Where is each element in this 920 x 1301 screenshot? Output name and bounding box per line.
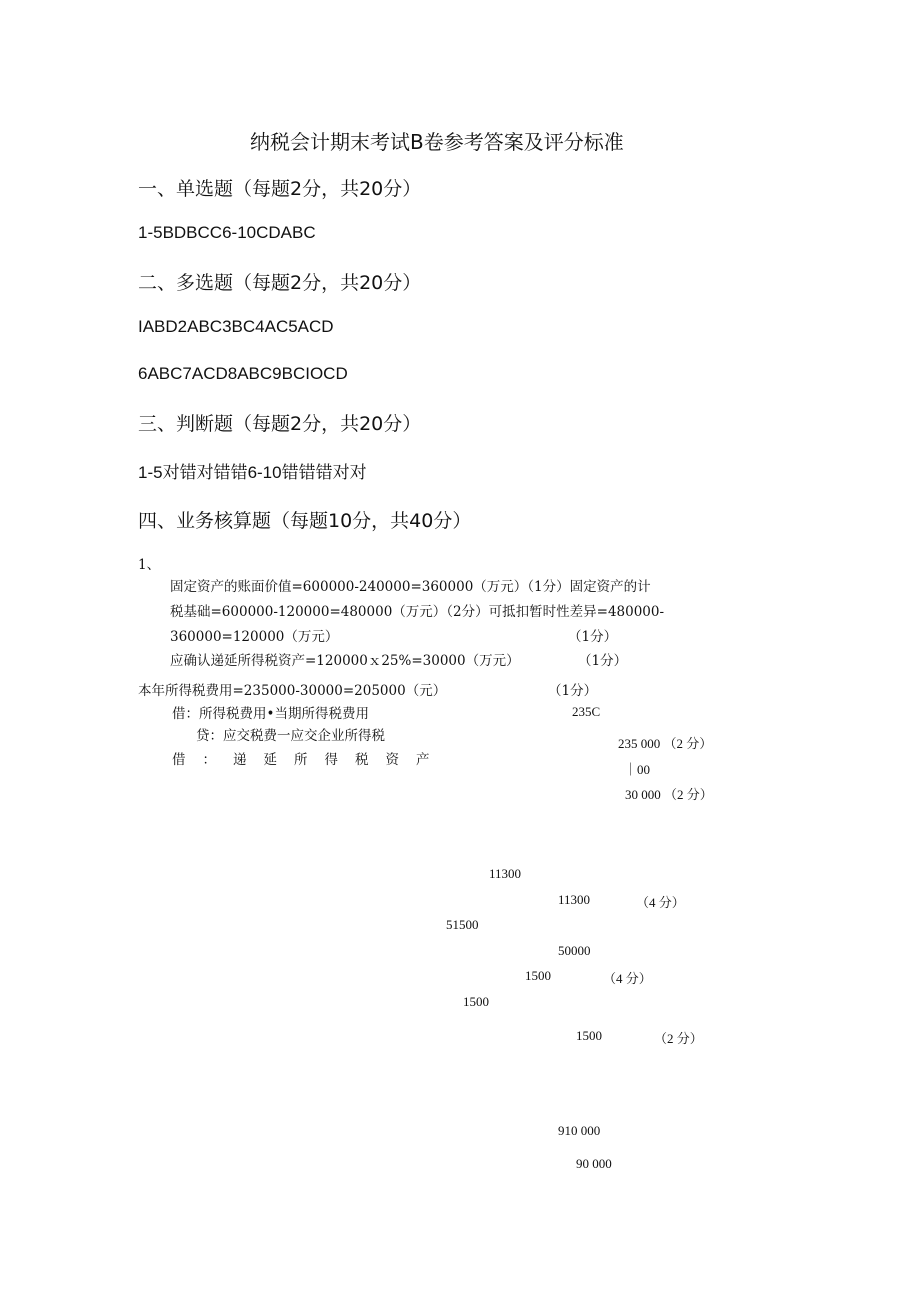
true-false-answers: 1-5对错对错错6-10错错错对对 (138, 463, 367, 482)
calc-line-5-score: （1分） (548, 683, 598, 699)
amount-value: 910 000 (558, 1123, 601, 1138)
score-label: （2 分） (654, 1031, 703, 1046)
journal-debit-1: 借：所得税费用•当期所得税费用 (172, 706, 369, 722)
amount-value: 1500 (576, 1028, 602, 1043)
calc-line-5: 本年所得税费用=235000-30000=205000（元） (138, 683, 447, 699)
multi-choice-answers-1: IABD2ABC3BC4AC5ACD (138, 317, 334, 336)
journal-credit-1-amount: 235 000 （2 分） (618, 736, 713, 751)
section-heading-true-false: 三、判断题（每题2分，共20分） (138, 413, 422, 435)
amount-value: 11300 (558, 892, 591, 907)
amount-value: 51500 (446, 917, 479, 932)
calc-line-2: 税基础=600000-120000=480000（万元）（2分）可抵扣暂时性差异=480000- (170, 604, 665, 620)
amount-value: 50000 (558, 943, 591, 958)
calc-line-3-score: （1分） (568, 629, 618, 645)
journal-credit-1: 贷：应交税费一应交企业所得税 (196, 728, 385, 744)
amount-value: 1500 (463, 994, 489, 1009)
calc-line-3: 360000=120000（万元） (170, 629, 339, 645)
multi-choice-answers-2: 6ABC7ACD8ABC9BCIOCD (138, 364, 348, 383)
calc-line-4: 应确认递延所得税资产=120000ｘ25%=30000（万元） (170, 653, 520, 669)
question-number: 1、 (138, 557, 161, 573)
journal-credit-2-amount: 30 000 （2 分） (625, 787, 713, 802)
journal-debit-2: 借：递延所得税资产 (172, 752, 447, 768)
page-title: 纳税会计期末考试B卷参考答案及评分标准 (250, 130, 624, 154)
calc-line-4-score: （1分） (578, 653, 628, 669)
journal-debit-1-amount: 235C (572, 704, 601, 719)
amount-value: 11300 (489, 866, 522, 881)
calc-line-1: 固定资产的账面价值=600000-240000=360000（万元）（1分）固定资产的计 (170, 579, 651, 595)
section-heading-multi-choice: 二、多选题（每题2分，共20分） (138, 272, 422, 294)
score-label: （4 分） (636, 895, 685, 910)
amount-value: 1500 (525, 968, 551, 983)
amount-value: 90 000 (576, 1156, 612, 1171)
section-heading-single-choice: 一、单选题（每题2分，共20分） (138, 178, 422, 200)
single-choice-answers: 1-5BDBCC6-10CDABC (138, 223, 316, 242)
score-label: （4 分） (603, 971, 652, 986)
section-heading-accounting: 四、业务核算题（每题10分，共40分） (138, 510, 472, 532)
journal-debit-2-amount: ｜00 (624, 762, 651, 777)
